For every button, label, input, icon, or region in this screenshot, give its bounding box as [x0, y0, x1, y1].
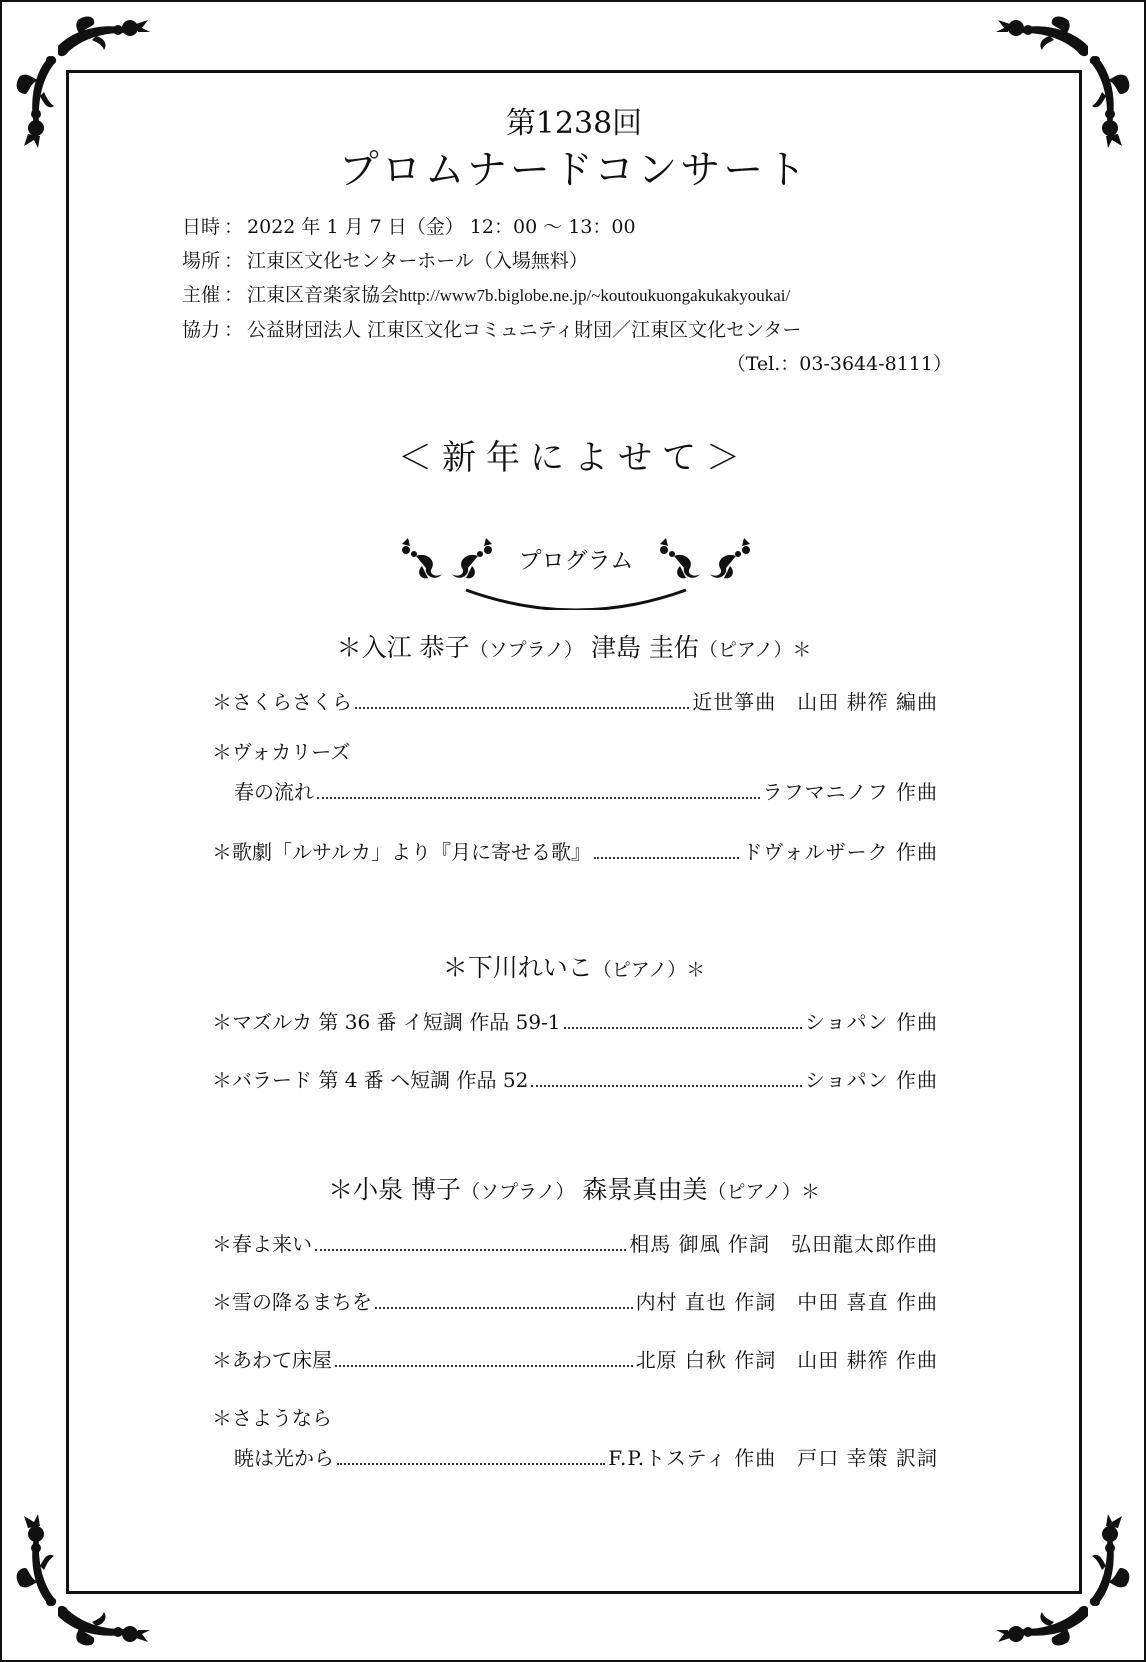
performer-heading: [66, 628, 1082, 664]
program-item: [212, 736, 938, 765]
piece-title: ＊さようなら: [212, 1406, 332, 1430]
piece-credit: ラフマニノフ 作曲: [762, 780, 938, 804]
piece-credit: F.P.トスティ 作曲 戸口 幸策 訳詞: [608, 1446, 938, 1470]
info-value: 公益財団法人 江東区文化コミュニティ財団／江東区文化センター: [247, 319, 802, 341]
piece-title: ＊雪の降るまちを: [212, 1290, 372, 1314]
dot-leader: [531, 1085, 802, 1087]
performer-name: ＊小泉 博子: [328, 1175, 462, 1204]
performer-role: （ソプラノ）: [461, 1181, 575, 1203]
piece-credit: 近世箏曲 山田 耕筰 編曲: [692, 690, 938, 714]
info-label: 場所: [182, 250, 221, 272]
performer-name: 津島 圭佑: [590, 633, 699, 662]
program-item: [212, 1286, 938, 1315]
performer-name: ＊下川れいこ: [442, 953, 593, 982]
info-tel: （Tel.：03-3644-8111）: [726, 353, 952, 375]
concert-edition: 第1238回: [505, 106, 643, 141]
info-datetime: [182, 210, 962, 244]
performer-role: （ピアノ）＊: [707, 1181, 820, 1203]
piece-title: ＊ヴォカリーズ: [212, 740, 351, 764]
info-separator: ：: [224, 284, 244, 306]
program-banner: [396, 530, 756, 610]
info-label: 日時: [182, 216, 221, 238]
piece-title: ＊あわて床屋: [212, 1348, 332, 1372]
program-item: [234, 776, 938, 805]
dot-leader: [317, 797, 760, 799]
dot-leader: [375, 1307, 633, 1309]
info-separator: ：: [224, 319, 244, 341]
program-item: [212, 686, 938, 715]
performer-heading: [66, 1170, 1082, 1206]
corner-ornament-icon: [988, 1506, 1138, 1656]
concert-theme: ＜新年によせて＞: [398, 438, 750, 478]
performer-role: （ピアノ）＊: [592, 959, 706, 981]
program-item: [212, 1006, 938, 1035]
info-value: 江東区文化センターホール（入場無料）: [247, 250, 588, 272]
program-item: [212, 836, 938, 865]
piece-title: ＊さくらさくら: [212, 690, 352, 714]
piece-credit: 北原 白秋 作詞 山田 耕筰 作曲: [635, 1348, 938, 1372]
program-item: [212, 1344, 938, 1373]
dot-leader: [335, 1365, 633, 1367]
program-item: [212, 1228, 938, 1257]
info-value: 江東区音楽家協会: [247, 284, 400, 306]
piece-credit: ショパン 作曲: [805, 1068, 938, 1092]
performer-role: （ピアノ）＊: [698, 639, 812, 661]
dot-leader: [594, 857, 739, 859]
info-label: 主催: [182, 284, 221, 306]
program-item: [234, 1442, 938, 1471]
dot-leader: [355, 707, 689, 709]
piece-title: ＊マズルカ 第 36 番 イ短調 作品 59-1: [212, 1010, 561, 1034]
concert-title: プロムナードコンサート: [338, 147, 810, 193]
info-separator: ：: [224, 216, 244, 238]
performer-role: （ソプラノ）: [469, 639, 583, 661]
piece-credit: 相馬 御風 作詞 弘田龍太郎作曲: [629, 1232, 938, 1256]
piece-credit: 内村 直也 作詞 中田 喜直 作曲: [635, 1290, 938, 1314]
program-heading: プログラム: [518, 548, 634, 574]
organizer-url[interactable]: http://www7b.biglobe.ne.jp/~koutoukuongakukakyoukai/: [399, 286, 791, 305]
piece-title: ＊春よ来い: [212, 1232, 312, 1256]
dot-leader: [315, 1249, 626, 1251]
info-organizer: [182, 278, 962, 313]
corner-ornament-icon: [8, 1506, 158, 1656]
info-venue: [182, 244, 962, 278]
info-label: 協力: [182, 319, 221, 341]
performer-heading: [66, 948, 1082, 984]
info-separator: ：: [224, 250, 244, 272]
piece-title: 暁は光から: [234, 1446, 334, 1470]
program-item: [212, 1402, 938, 1431]
info-value: 2022 年 1 月 7 日（金） 12：00 ～ 13：00: [247, 216, 636, 238]
piece-title: ＊バラード 第 4 番 ヘ短調 作品 52: [212, 1068, 529, 1092]
piece-title: 春の流れ: [234, 780, 314, 804]
info-cooperation: [182, 313, 962, 347]
program-item: [212, 1064, 938, 1093]
event-info: [182, 210, 962, 381]
dot-leader: [564, 1027, 803, 1029]
performer-name: ＊入江 恭子: [336, 633, 470, 662]
performer-name: 森景真由美: [582, 1175, 708, 1204]
piece-title: ＊歌劇「ルサルカ」より『月に寄せる歌』: [212, 840, 591, 864]
dot-leader: [337, 1463, 605, 1465]
piece-credit: ショパン 作曲: [805, 1010, 938, 1034]
piece-credit: ドヴォルザーク 作曲: [742, 840, 938, 864]
